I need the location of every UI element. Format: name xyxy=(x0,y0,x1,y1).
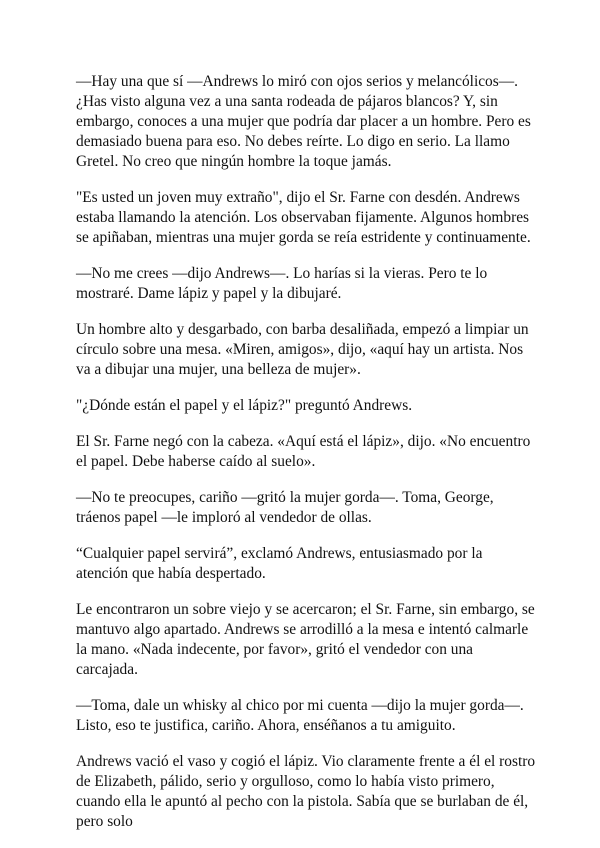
paragraph-1: —Hay una que sí —Andrews lo miró con ojos serios y melancólicos—. ¿Has visto alguna vez a una santa rodeada de pájaros blancos? Y, sin embargo, conoces a una mujer que podría dar placer a un hombre. Pero es demasiado buena para eso. No debes reírte. Lo digo en serio. La llamo Gretel. No creo que ningún hombre la toque jamás. xyxy=(76,73,531,170)
paragraph-3: —No me crees —dijo Andrews—. Lo harías si la vieras. Pero te lo mostraré. Dame lápiz y papel y la dibujaré. xyxy=(76,265,488,302)
paragraph-10: —Toma, dale un whisky al chico por mi cuenta —dijo la mujer gorda—. Listo, eso te justifica, cariño. Ahora, enséñanos a tu amiguito. xyxy=(76,697,524,734)
paragraph-5: "¿Dónde están el papel y el lápiz?" preguntó Andrews. xyxy=(76,397,413,414)
paragraph-4: Un hombre alto y desgarbado, con barba desaliñada, empezó a limpiar un círculo sobre una mesa. «Miren, amigos», dijo, «aquí hay un artista. Nos va a dibujar una mujer, una belleza de mujer». xyxy=(76,321,529,378)
paragraph-8: “Cualquier papel servirá”, exclamó Andrews, entusiasmado por la atención que había despertado. xyxy=(76,545,483,582)
paragraph-11: Andrews vació el vaso y cogió el lápiz. Vio claramente frente a él el rostro de Elizabeth, pálido, serio y orgulloso, como lo había visto primero, cuando ella le apuntó al pecho con la pistola. Sabía que se burlaban de él, pero solo xyxy=(76,753,536,830)
paragraph-9: Le encontraron un sobre viejo y se acercaron; el Sr. Farne, sin embargo, se mantuvo algo apartado. Andrews se arrodilló a la mesa e intentó calmarle la mano. «Nada indecente, por favor», gritó el vendedor con una carcajada. xyxy=(76,601,535,678)
paragraph-6: El Sr. Farne negó con la cabeza. «Aquí está el lápiz», dijo. «No encuentro el papel. Debe haberse caído al suelo». xyxy=(76,433,531,470)
paragraph-2: "Es usted un joven muy extraño", dijo el Sr. Farne con desdén. Andrews estaba llamando la atención. Los observaban fijamente. Algunos hombres se apiñaban, mientras una mujer gorda se reía estridente y continuamente. xyxy=(76,189,531,246)
paragraph-7: —No te preocupes, cariño —gritó la mujer gorda—. Toma, George, tráenos papel —le imploró al vendedor de ollas. xyxy=(76,489,494,526)
body-text xyxy=(76,72,536,848)
